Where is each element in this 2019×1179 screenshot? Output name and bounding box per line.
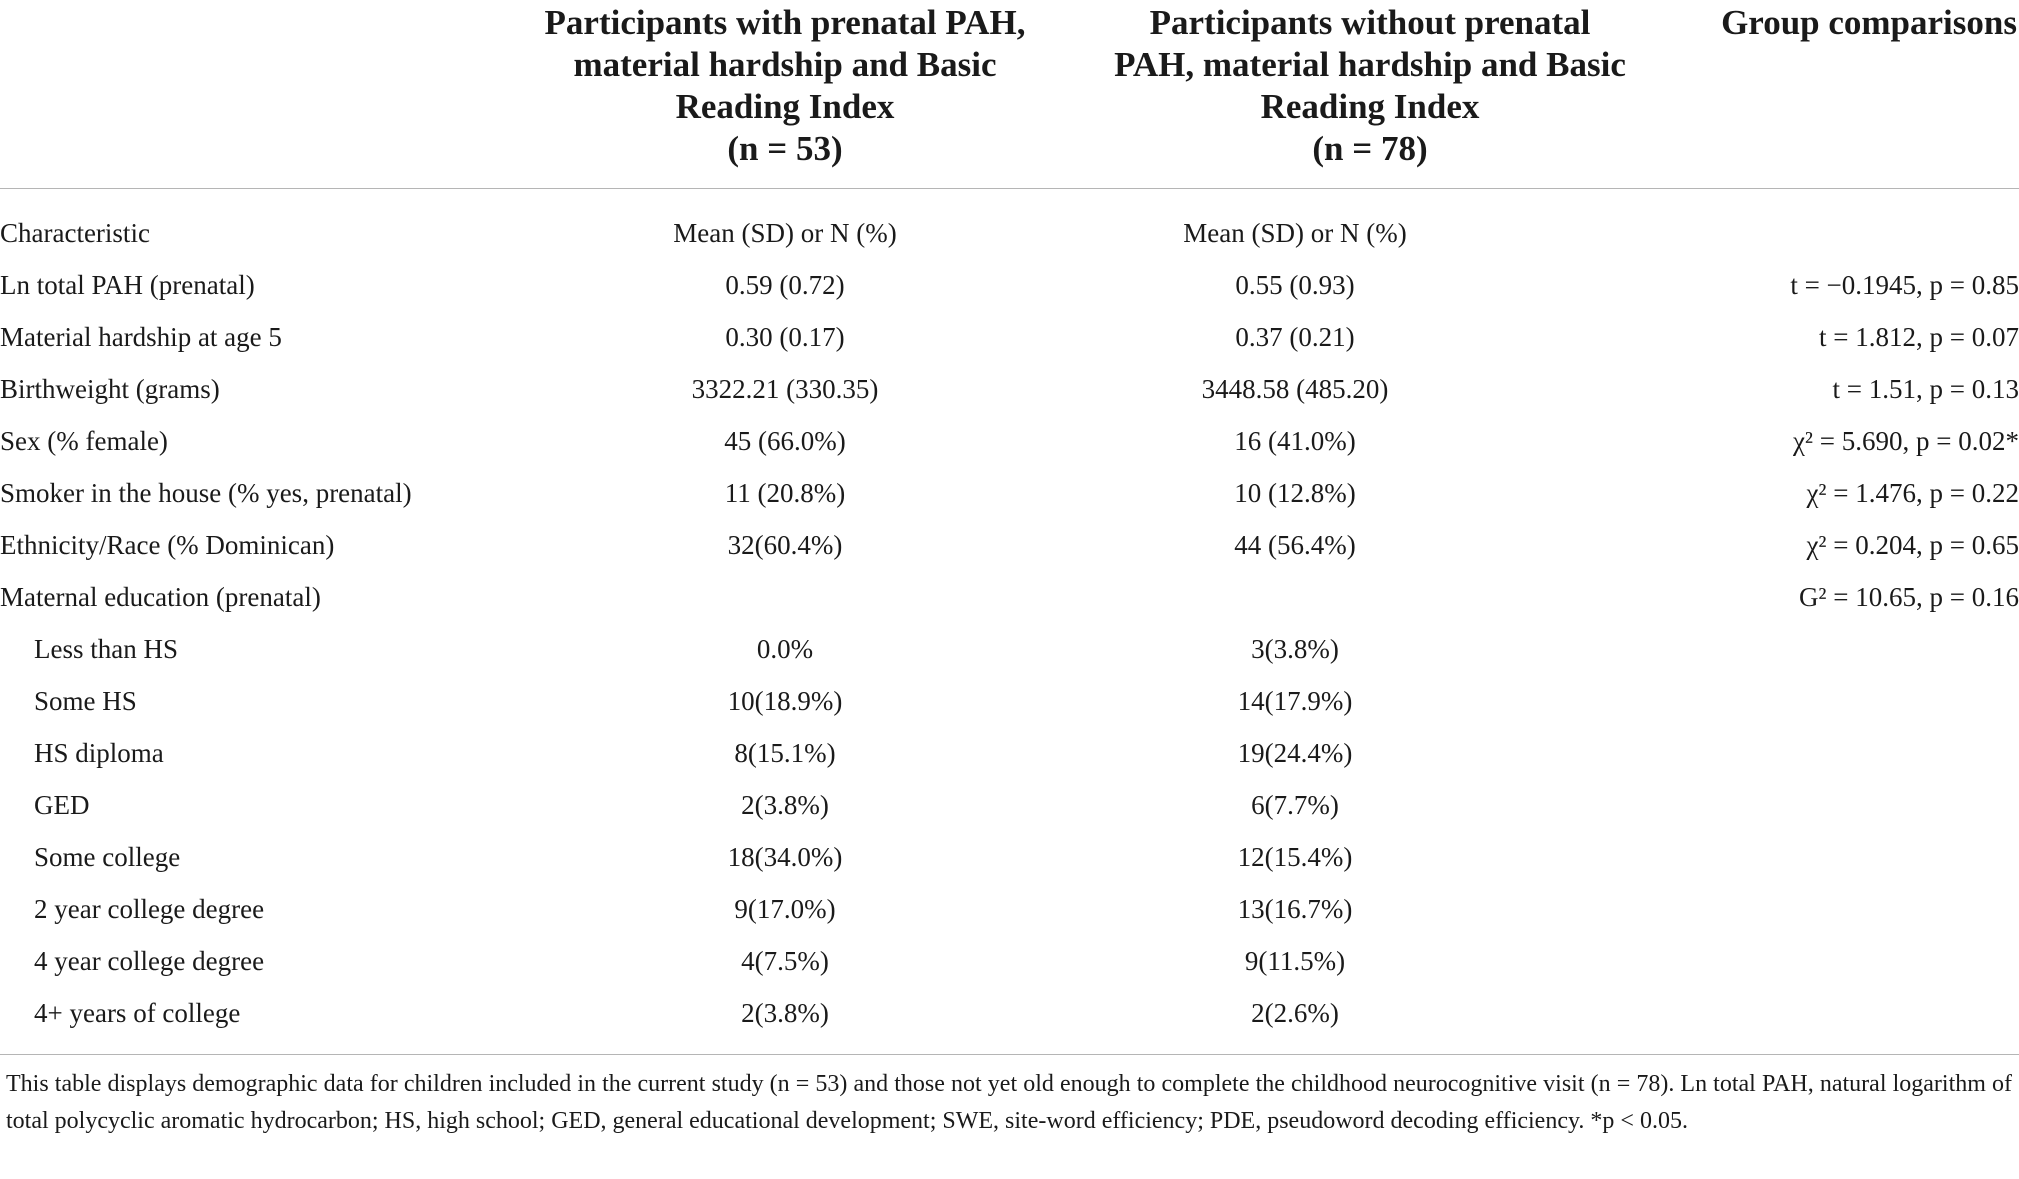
cell-without: 6(7.7%) [1251,789,1339,820]
table-row [0,987,2019,1039]
row-label: Ln total PAH (prenatal) [0,269,255,300]
row-label: Characteristic [0,217,150,248]
cell-comparison [1560,779,2019,831]
column-header-without-n: (n = 78) [1312,129,1428,168]
table-row [0,675,2019,727]
cell-without: 16 (41.0%) [1234,425,1356,456]
column-header-without [1110,2,1630,170]
cell-with: 0.30 (0.17) [725,321,845,352]
cell-without: 0.55 (0.93) [1235,269,1355,300]
cell-without: 44 (56.4%) [1234,529,1356,560]
cell-without: 10 (12.8%) [1234,477,1356,508]
cell-with: 9(17.0%) [734,893,836,924]
row-label: Some college [34,841,181,872]
cell-comparison [1560,935,2019,987]
cell-comparison [1560,831,2019,883]
cell-with: 32(60.4%) [727,529,843,560]
cell-with: Mean (SD) or N (%) [673,217,897,248]
cell-without: 0.37 (0.21) [1235,321,1355,352]
cell-with: 0.59 (0.72) [725,269,845,300]
cell-comparison: t = 1.812, p = 0.07 [1819,321,2019,352]
row-label: 4 year college degree [34,945,265,976]
cell-with: 8(15.1%) [734,737,836,768]
table-row [0,207,2019,259]
table-row [0,259,2019,311]
cell-without: 19(24.4%) [1237,737,1353,768]
table-row [0,623,2019,675]
column-header-with-n: (n = 53) [727,129,843,168]
table-row [0,415,2019,467]
cell-comparison: t = −0.1945, p = 0.85 [1790,269,2019,300]
row-label: 4+ years of college [34,997,241,1028]
table-footnote: This table displays demographic data for children included in the current study (n = 53) and those not yet old enough to complete the childhood neurocognitive visit (n = 78). Ln total PAH, natural logarithm of total polycyclic aromatic hydrocarbon; HS, high school; GED, general educational development; SWE, site-word efficiency; PDE, pseudoword decoding efficiency. *p < 0.05. [6,1071,2012,1134]
row-label: Less than HS [34,633,178,664]
cell-comparison [1560,623,2019,675]
cell-comparison [1560,883,2019,935]
cell-without: 3(3.8%) [1251,633,1339,664]
column-header-comparisons: Group comparisons [1721,3,2017,42]
cell-without: 14(17.9%) [1237,685,1353,716]
cell-with: 4(7.5%) [741,945,829,976]
table-row [0,311,2019,363]
row-label: Ethnicity/Race (% Dominican) [0,529,335,560]
row-label: 2 year college degree [34,893,265,924]
footer-divider [0,1054,2019,1055]
cell-comparison [1560,675,2019,727]
cell-without: 2(2.6%) [1251,997,1339,1028]
cell-without: 13(16.7%) [1237,893,1353,924]
cell-comparison: t = 1.51, p = 0.13 [1832,373,2019,404]
cell-with [540,571,1030,623]
cell-comparison: χ² = 0.204, p = 0.65 [1806,529,2019,560]
row-label: GED [34,789,90,820]
table-row [0,883,2019,935]
table-row [0,467,2019,519]
column-header-without-title: Participants without prenatal PAH, material hardship and Basic Reading Index [1114,3,1626,126]
header-divider [0,188,2019,189]
row-label: Smoker in the house (% yes, prenatal) [0,477,412,508]
table-row [0,571,2019,623]
cell-with: 10(18.9%) [727,685,843,716]
cell-with: 2(3.8%) [741,997,829,1028]
cell-comparison: χ² = 1.476, p = 0.22 [1806,477,2019,508]
cell-with: 3322.21 (330.35) [691,373,879,404]
row-label: Some HS [34,685,137,716]
column-header-with-title: Participants with prenatal PAH, material hardship and Basic Reading Index [544,3,1026,126]
table-row [0,519,2019,571]
cell-with: 2(3.8%) [741,789,829,820]
cell-without: Mean (SD) or N (%) [1183,217,1407,248]
cell-without: 12(15.4%) [1237,841,1353,872]
cell-with: 11 (20.8%) [724,477,846,508]
cell-comparison: G² = 10.65, p = 0.16 [1798,581,2019,612]
cell-with: 45 (66.0%) [724,425,846,456]
row-label: Material hardship at age 5 [0,321,282,352]
row-label: Sex (% female) [0,425,168,456]
demographics-table [0,207,2019,1039]
cell-comparison [1560,207,2019,259]
table-row [0,779,2019,831]
table-row [0,831,2019,883]
table-row [0,727,2019,779]
row-label: HS diploma [34,737,164,768]
column-header-with [540,2,1030,170]
cell-comparison [1560,727,2019,779]
table-row [0,935,2019,987]
cell-with: 0.0% [756,633,814,664]
row-label: Maternal education (prenatal) [0,581,321,612]
row-label: Birthweight (grams) [0,373,220,404]
cell-without: 9(11.5%) [1244,945,1346,976]
cell-with: 18(34.0%) [727,841,843,872]
cell-comparison [1560,987,2019,1039]
table-body [0,207,2019,1039]
table-row [0,363,2019,415]
cell-without [1030,571,1560,623]
cell-comparison: χ² = 5.690, p = 0.02* [1792,425,2019,456]
cell-without: 3448.58 (485.20) [1201,373,1389,404]
